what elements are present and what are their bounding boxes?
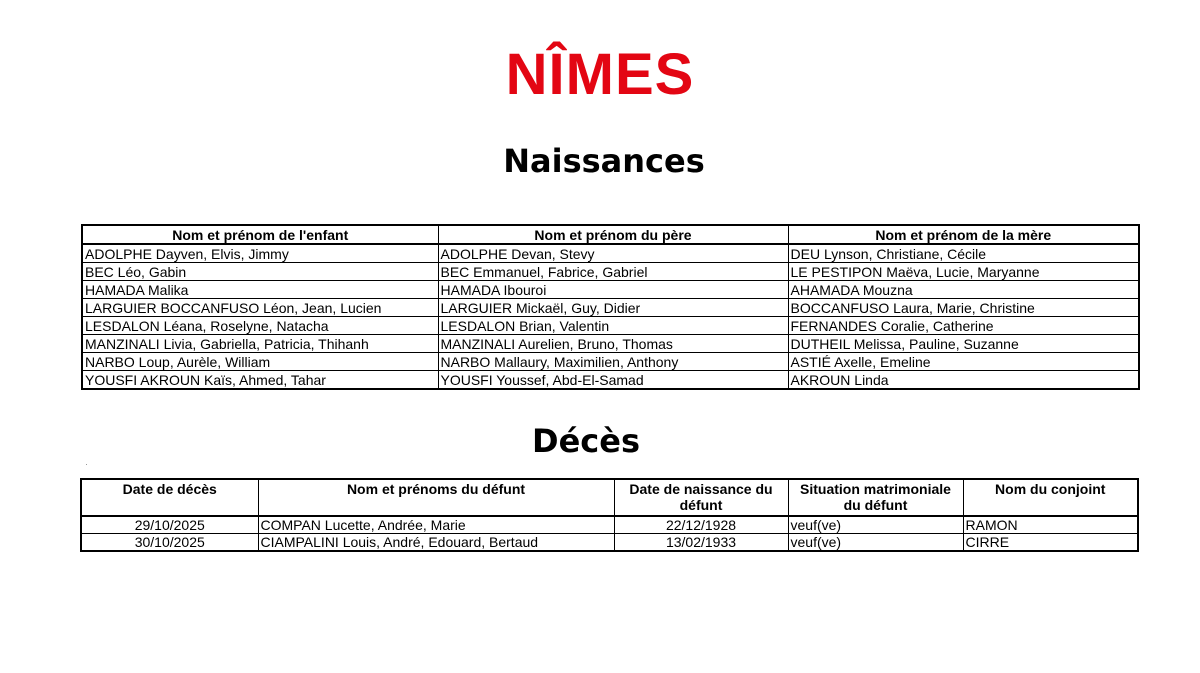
death-date: 30/10/2025 (81, 534, 258, 552)
mother-name: AKROUN Linda (788, 371, 1139, 390)
birth-date: 22/12/1928 (614, 516, 788, 534)
father-name: HAMADA Ibouroi (438, 281, 788, 299)
father-name: LARGUIER Mickaël, Guy, Didier (438, 299, 788, 317)
marital-status: veuf(ve) (788, 516, 963, 534)
father-name: NARBO Mallaury, Maximilien, Anthony (438, 353, 788, 371)
table-row (82, 299, 1139, 317)
mother-name: LE PESTIPON Maëva, Lucie, Maryanne (788, 263, 1139, 281)
spouse-name: RAMON (963, 516, 1138, 534)
births-col-child: Nom et prénom de l'enfant (82, 225, 438, 244)
births-col-father: Nom et prénom du père (438, 225, 788, 244)
table-row (81, 534, 1138, 552)
births-header-row (82, 225, 1139, 244)
child-name: NARBO Loup, Aurèle, William (82, 353, 438, 371)
deaths-col-name: Nom et prénoms du défunt (258, 479, 614, 516)
father-name: BEC Emmanuel, Fabrice, Gabriel (438, 263, 788, 281)
stray-dot (86, 464, 87, 465)
deaths-table (80, 478, 1139, 552)
mother-name: FERNANDES Coralie, Catherine (788, 317, 1139, 335)
mother-name: ASTIÉ Axelle, Emeline (788, 353, 1139, 371)
deceased-name: CIAMPALINI Louis, André, Edouard, Bertaud (258, 534, 614, 552)
father-name: ADOLPHE Devan, Stevy (438, 244, 788, 263)
father-name: YOUSFI Youssef, Abd-El-Samad (438, 371, 788, 390)
table-row (82, 263, 1139, 281)
births-table (81, 224, 1140, 390)
deaths-col-spouse: Nom du conjoint (963, 479, 1138, 516)
child-name: HAMADA Malika (82, 281, 438, 299)
deaths-title: Décès (532, 422, 640, 460)
child-name: BEC Léo, Gabin (82, 263, 438, 281)
table-row (82, 244, 1139, 263)
births-col-mother: Nom et prénom de la mère (788, 225, 1139, 244)
deaths-col-marital: Situation matrimoniale du défunt (788, 479, 963, 516)
births-title: Naissances (503, 142, 705, 180)
child-name: ADOLPHE Dayven, Elvis, Jimmy (82, 244, 438, 263)
deaths-header-row (81, 479, 1138, 516)
mother-name: AHAMADA Mouzna (788, 281, 1139, 299)
table-row (82, 371, 1139, 390)
birth-date: 13/02/1933 (614, 534, 788, 552)
child-name: YOUSFI AKROUN Kaïs, Ahmed, Tahar (82, 371, 438, 390)
table-row (82, 317, 1139, 335)
spouse-name: CIRRE (963, 534, 1138, 552)
table-row (82, 281, 1139, 299)
deaths-col-date: Date de décès (81, 479, 258, 516)
table-row (82, 353, 1139, 371)
table-row (81, 516, 1138, 534)
father-name: LESDALON Brian, Valentin (438, 317, 788, 335)
deaths-col-birthdate: Date de naissance du défunt (614, 479, 788, 516)
deceased-name: COMPAN Lucette, Andrée, Marie (258, 516, 614, 534)
child-name: LARGUIER BOCCANFUSO Léon, Jean, Lucien (82, 299, 438, 317)
marital-status: veuf(ve) (788, 534, 963, 552)
mother-name: DUTHEIL Melissa, Pauline, Suzanne (788, 335, 1139, 353)
mother-name: BOCCANFUSO Laura, Marie, Christine (788, 299, 1139, 317)
father-name: MANZINALI Aurelien, Bruno, Thomas (438, 335, 788, 353)
nimes-logo (0, 42, 1200, 108)
table-row (82, 335, 1139, 353)
child-name: MANZINALI Livia, Gabriella, Patricia, Thihanh (82, 335, 438, 353)
death-date: 29/10/2025 (81, 516, 258, 534)
logo-text: NÎMES (505, 42, 695, 107)
child-name: LESDALON Léana, Roselyne, Natacha (82, 317, 438, 335)
mother-name: DEU Lynson, Christiane, Cécile (788, 244, 1139, 263)
